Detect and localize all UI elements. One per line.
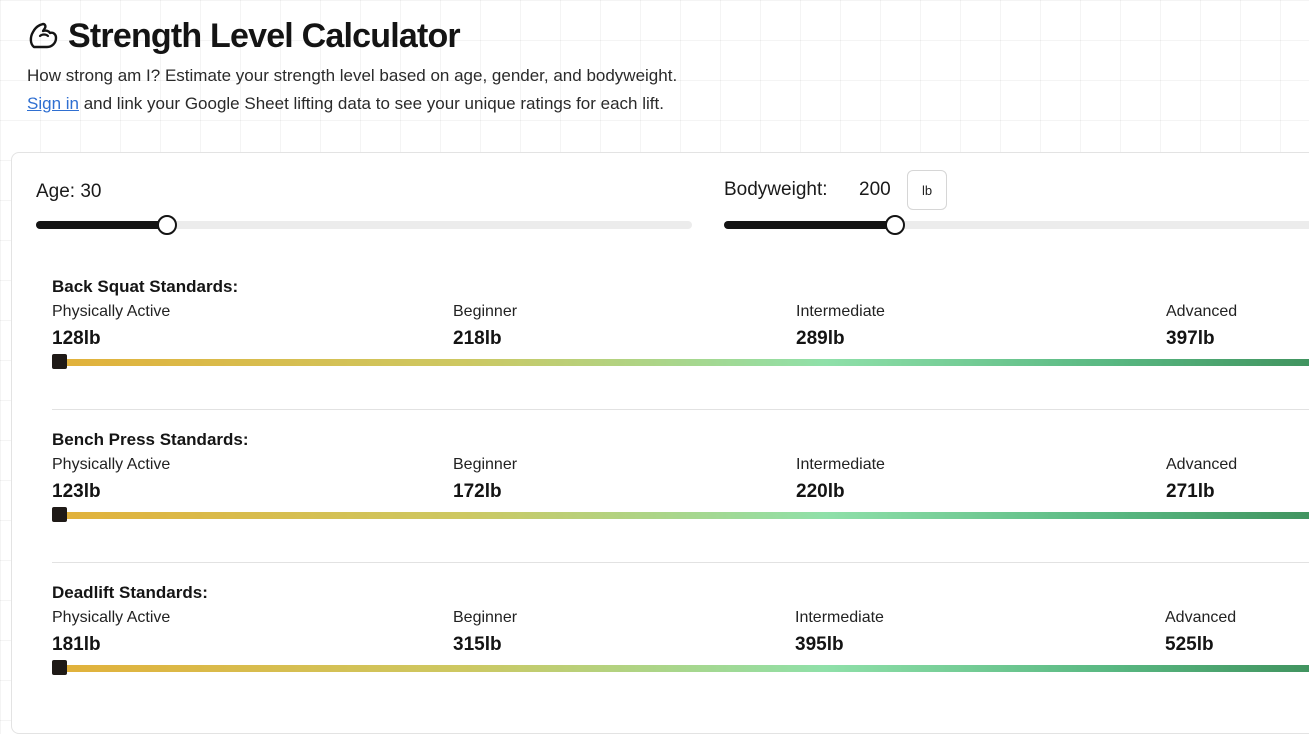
age-slider-fill (36, 221, 167, 229)
level-value: 397lb (1166, 328, 1215, 349)
strength-position-marker (52, 507, 67, 522)
level-name: Beginner (453, 456, 518, 473)
bodyweight-value[interactable]: 200 (859, 179, 891, 200)
level-advanced (1166, 303, 1237, 350)
bodyweight-slider[interactable] (724, 221, 1309, 229)
level-physically-active (52, 456, 170, 503)
signin-link[interactable]: Sign in (27, 94, 79, 113)
strength-gradient-bar (52, 665, 1309, 672)
level-intermediate (796, 303, 885, 350)
level-name: Physically Active (52, 609, 171, 626)
bodyweight-label: Bodyweight: (724, 179, 828, 200)
level-name: Intermediate (796, 456, 885, 473)
level-value: 220lb (796, 481, 845, 502)
strength-position-marker (52, 660, 67, 675)
section-title: Bench Press Standards: (52, 430, 249, 449)
level-value: 172lb (453, 481, 502, 502)
level-beginner (453, 303, 517, 350)
strength-gradient-bar (52, 359, 1309, 366)
level-beginner (453, 456, 517, 503)
level-beginner (453, 609, 517, 656)
level-name: Advanced (1166, 456, 1238, 473)
level-name: Advanced (1166, 303, 1238, 320)
level-name: Beginner (453, 609, 518, 626)
level-value: 271lb (1166, 481, 1215, 502)
page-header (27, 14, 460, 58)
section-divider (52, 409, 1309, 410)
unit-toggle-button[interactable]: lb (907, 170, 947, 210)
section-divider (52, 562, 1309, 563)
level-name: Intermediate (795, 609, 884, 626)
level-value: 395lb (795, 634, 844, 655)
level-value: 181lb (52, 634, 101, 655)
level-value: 315lb (453, 634, 502, 655)
level-value: 128lb (52, 328, 101, 349)
bodyweight-slider-thumb[interactable] (885, 215, 905, 235)
age-slider[interactable] (36, 221, 692, 229)
level-physically-active (52, 303, 170, 350)
level-name: Physically Active (52, 456, 171, 473)
level-value: 218lb (453, 328, 502, 349)
flexed-arm-icon (27, 20, 59, 52)
level-name: Beginner (453, 303, 518, 320)
strength-position-marker (52, 354, 67, 369)
level-name: Physically Active (52, 303, 171, 320)
bodyweight-slider-fill (724, 221, 895, 229)
section-title: Deadlift Standards: (52, 583, 208, 602)
age-slider-thumb[interactable] (157, 215, 177, 235)
signin-prompt-text: and link your Google Sheet lifting data to see your unique ratings for each lift. (78, 94, 664, 113)
level-advanced (1166, 456, 1237, 503)
page-title: Strength Level Calculator (68, 16, 460, 55)
level-intermediate (796, 456, 885, 503)
page-subtitle: How strong am I? Estimate your strength level based on age, gender, and bodyweight. (27, 66, 678, 85)
calculator-card (11, 152, 1309, 734)
section-title: Back Squat Standards: (52, 277, 239, 296)
level-name: Advanced (1165, 609, 1237, 626)
level-value: 525lb (1165, 634, 1214, 655)
signin-prompt (27, 94, 664, 114)
level-name: Intermediate (796, 303, 885, 320)
strength-gradient-bar (52, 512, 1309, 519)
level-value: 123lb (52, 481, 101, 502)
age-label: Age: 30 (36, 181, 102, 202)
level-value: 289lb (796, 328, 845, 349)
level-intermediate (795, 609, 884, 656)
level-advanced (1165, 609, 1236, 656)
level-physically-active (52, 609, 170, 656)
